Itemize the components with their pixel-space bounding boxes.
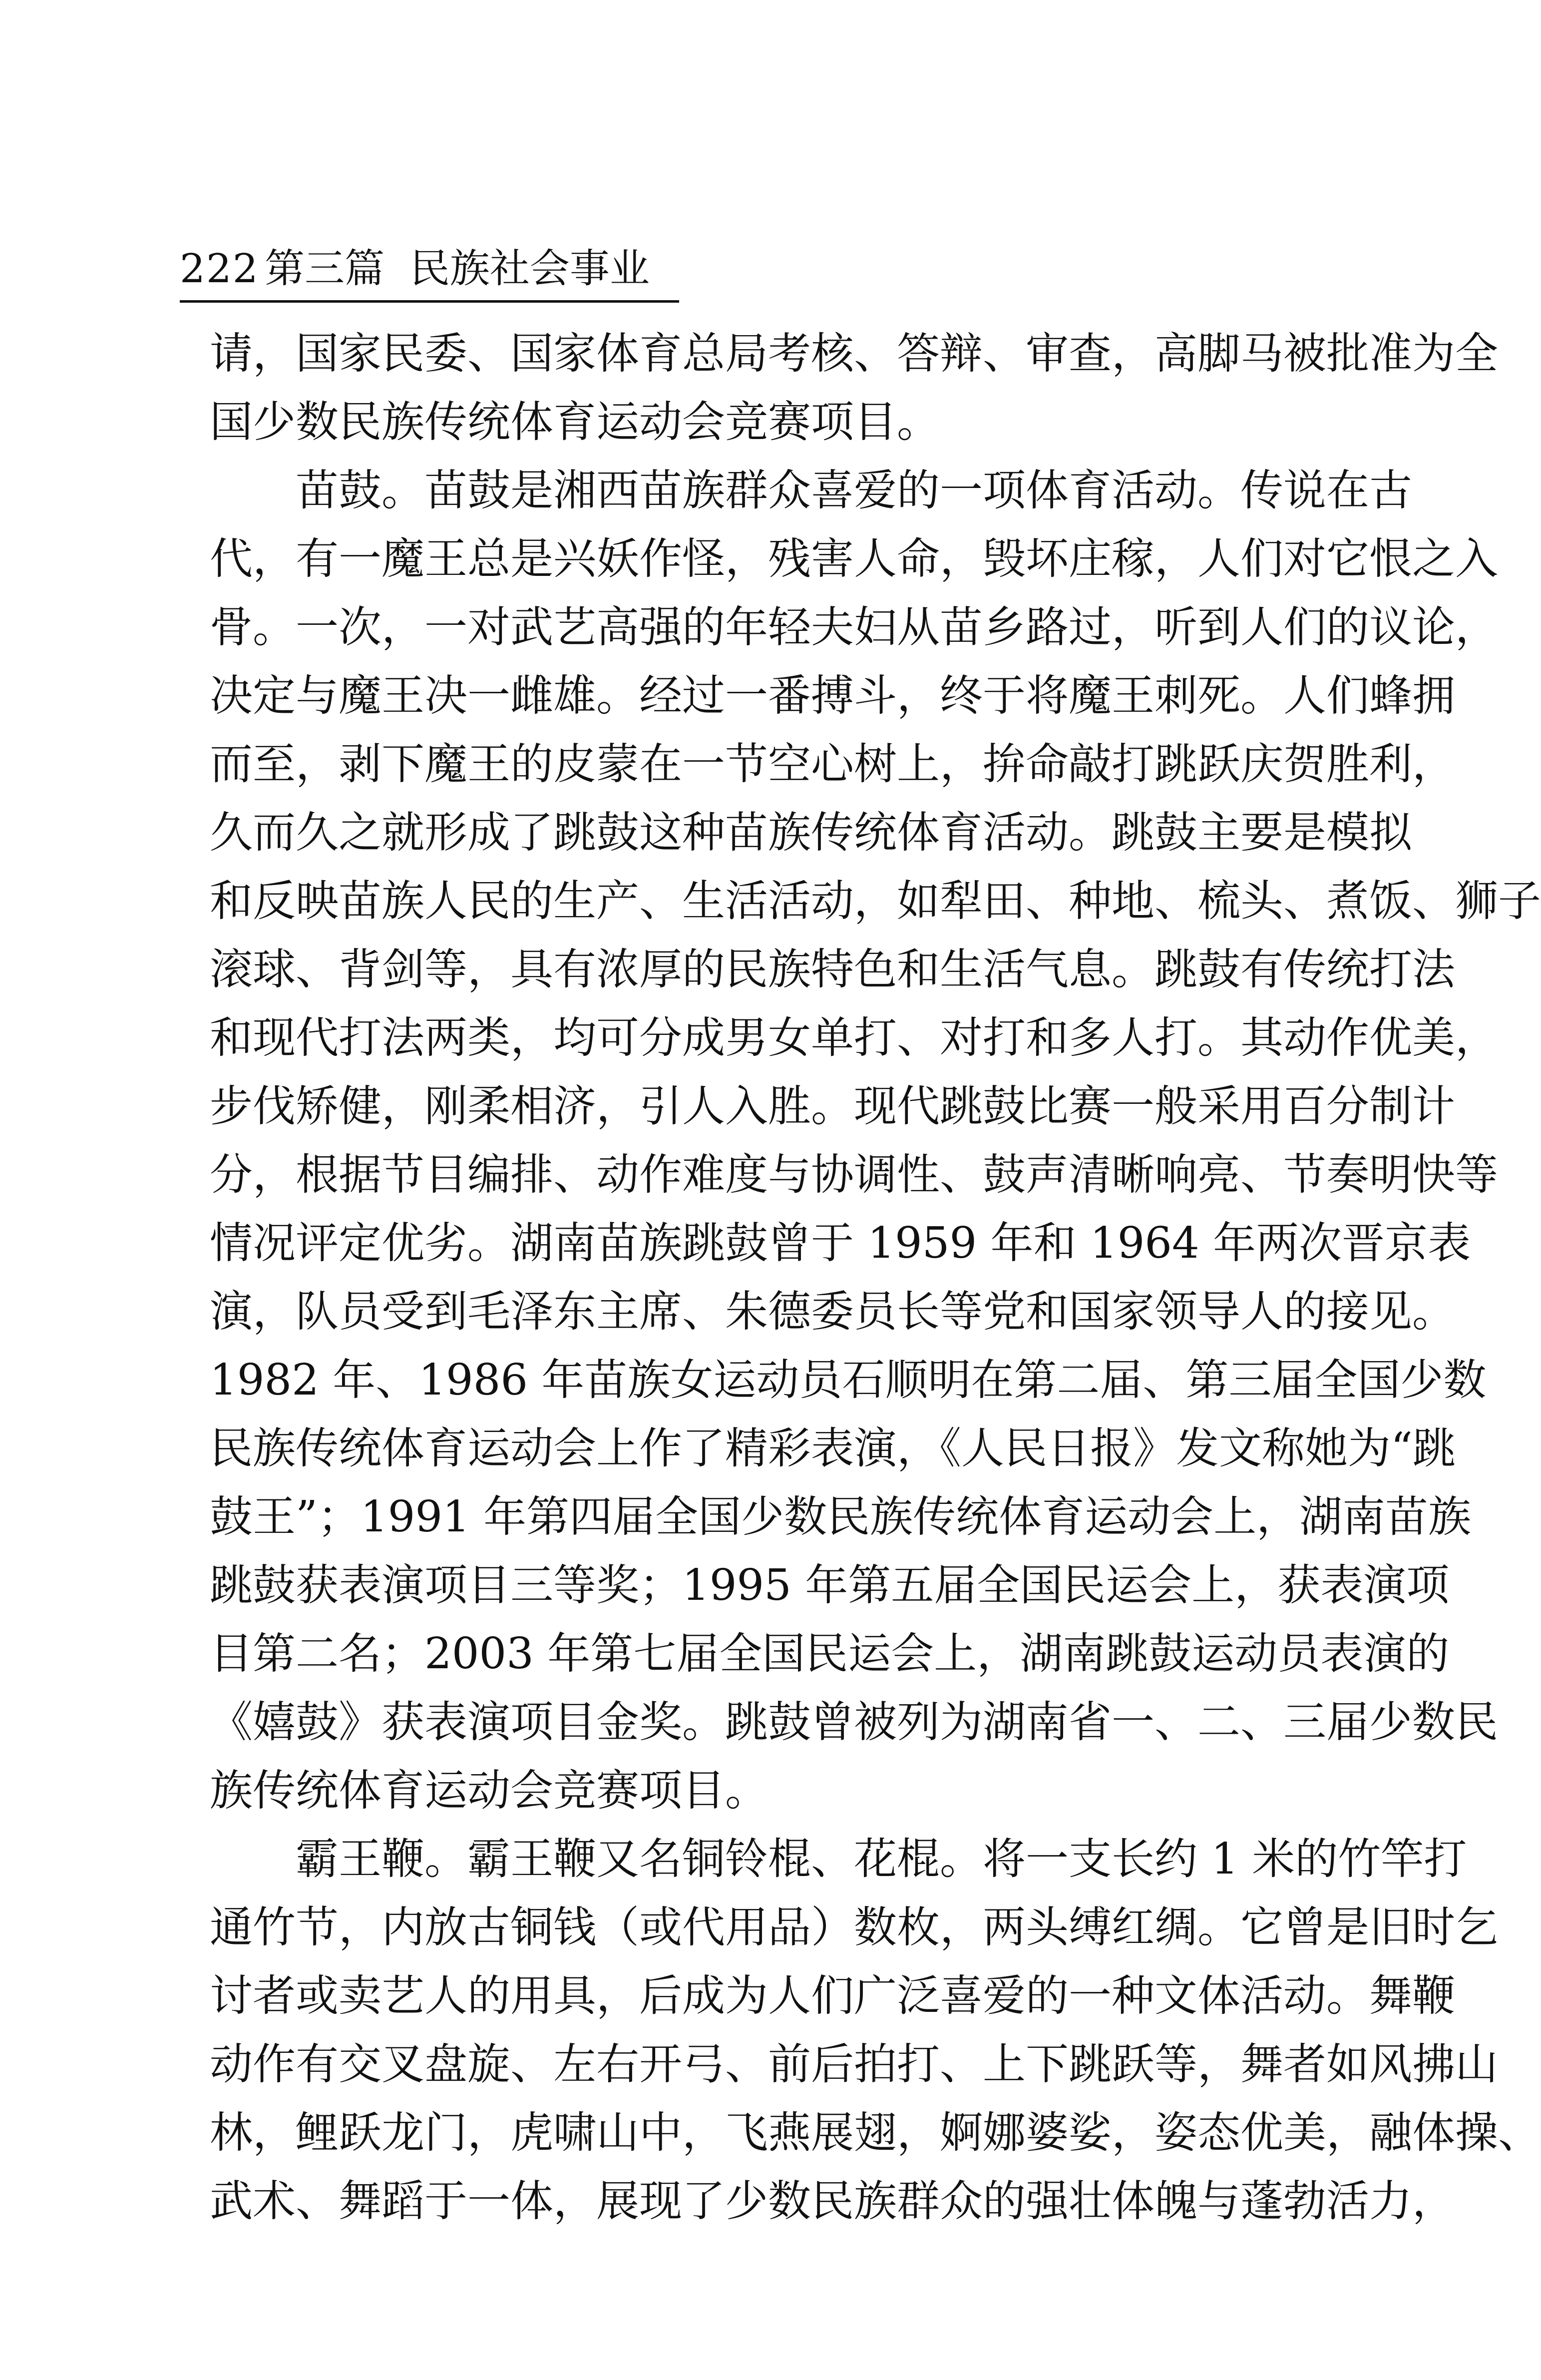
running-head bbox=[180, 238, 679, 303]
text-line: 和现代打法两类，均可分成男女单打、对打和多人打。其动作优美， bbox=[210, 1013, 1498, 1063]
body-text bbox=[210, 320, 1541, 2236]
text-line: 和反映苗族人民的生产、生活活动，如犁田、种地、梳头、煮饭、狮子 bbox=[210, 876, 1541, 926]
text-line: 而至，剥下魔王的皮蒙在一节空心树上，拚命敲打跳跃庆贺胜利， bbox=[210, 739, 1455, 789]
text-line: 通竹节，内放古铜钱（或代用品）数枚，两头缚红绸。它曾是旧时乞 bbox=[210, 1903, 1498, 1952]
text-line: 跳鼓获表演项目三等奖；1995 年第五届全国民运会上，获表演项 bbox=[210, 1560, 1450, 1610]
section-title: 第三篇 民族社会事业 bbox=[265, 245, 650, 292]
text-line: 国少数民族传统体育运动会竞赛项目。 bbox=[210, 397, 940, 447]
text-line: 滚球、背剑等，具有浓厚的民族特色和生活气息。跳鼓有传统打法 bbox=[210, 945, 1455, 994]
text-line: 林，鲤跃龙门，虎啸山中，飞燕展翅，婀娜婆娑，姿态优美，融体操、 bbox=[210, 2108, 1541, 2158]
text-line: 目第二名；2003 年第七届全国民运会上，湖南跳鼓运动员表演的 bbox=[210, 1629, 1450, 1679]
text-line: 1982 年、1986 年苗族女运动员石顺明在第二届、第三届全国少数 bbox=[210, 1355, 1487, 1405]
text-line: 族传统体育运动会竞赛项目。 bbox=[210, 1766, 768, 1816]
text-line: 步伐矫健，刚柔相济，引人入胜。现代跳鼓比赛一般采用百分制计 bbox=[210, 1081, 1455, 1131]
page-number: 222 bbox=[180, 245, 259, 292]
text-line: 分，根据节目编排、动作难度与协调性、鼓声清晰响亮、节奏明快等 bbox=[210, 1150, 1498, 1200]
text-line: 演，队员受到毛泽东主席、朱德委员长等党和国家领导人的接见。 bbox=[210, 1287, 1455, 1337]
text-line: 久而久之就形成了跳鼓这种苗族传统体育活动。跳鼓主要是模拟 bbox=[210, 808, 1412, 858]
text-line: 《嬉鼓》获表演项目金奖。跳鼓曾被列为湖南省一、二、三届少数民 bbox=[210, 1697, 1498, 1747]
text-line: 讨者或卖艺人的用具，后成为人们广泛喜爱的一种文体活动。舞鞭 bbox=[210, 1971, 1455, 2021]
text-line: 苗鼓。苗鼓是湘西苗族群众喜爱的一项体育活动。传说在古 bbox=[296, 466, 1412, 515]
text-line: 鼓王”；1991 年第四届全国少数民族传统体育运动会上，湖南苗族 bbox=[210, 1492, 1472, 1542]
text-line: 请，国家民委、国家体育总局考核、答辩、审查，高脚马被批准为全 bbox=[210, 329, 1498, 379]
text-line: 情况评定优劣。湖南苗族跳鼓曾于 1959 年和 1964 年两次晋京表 bbox=[210, 1218, 1471, 1268]
text-line: 决定与魔王决一雌雄。经过一番搏斗，终于将魔王刺死。人们蜂拥 bbox=[210, 671, 1455, 721]
text-line: 骨。一次，一对武艺高强的年轻夫妇从苗乡路过，听到人们的议论， bbox=[210, 602, 1498, 652]
text-line: 民族传统体育运动会上作了精彩表演，《人民日报》发文称她为“跳 bbox=[210, 1424, 1456, 1473]
text-line: 霸王鞭。霸王鞭又名铜铃棍、花棍。将一支长约 1 米的竹竿打 bbox=[296, 1834, 1467, 1884]
text-line: 代，有一魔王总是兴妖作怪，残害人命，毁坏庄稼，人们对它恨之入 bbox=[210, 534, 1498, 584]
text-line: 动作有交叉盘旋、左右开弓、前后拍打、上下跳跃等，舞者如风拂山 bbox=[210, 2039, 1498, 2089]
text-line: 武术、舞蹈于一体，展现了少数民族群众的强壮体魄与蓬勃活力， bbox=[210, 2176, 1455, 2226]
